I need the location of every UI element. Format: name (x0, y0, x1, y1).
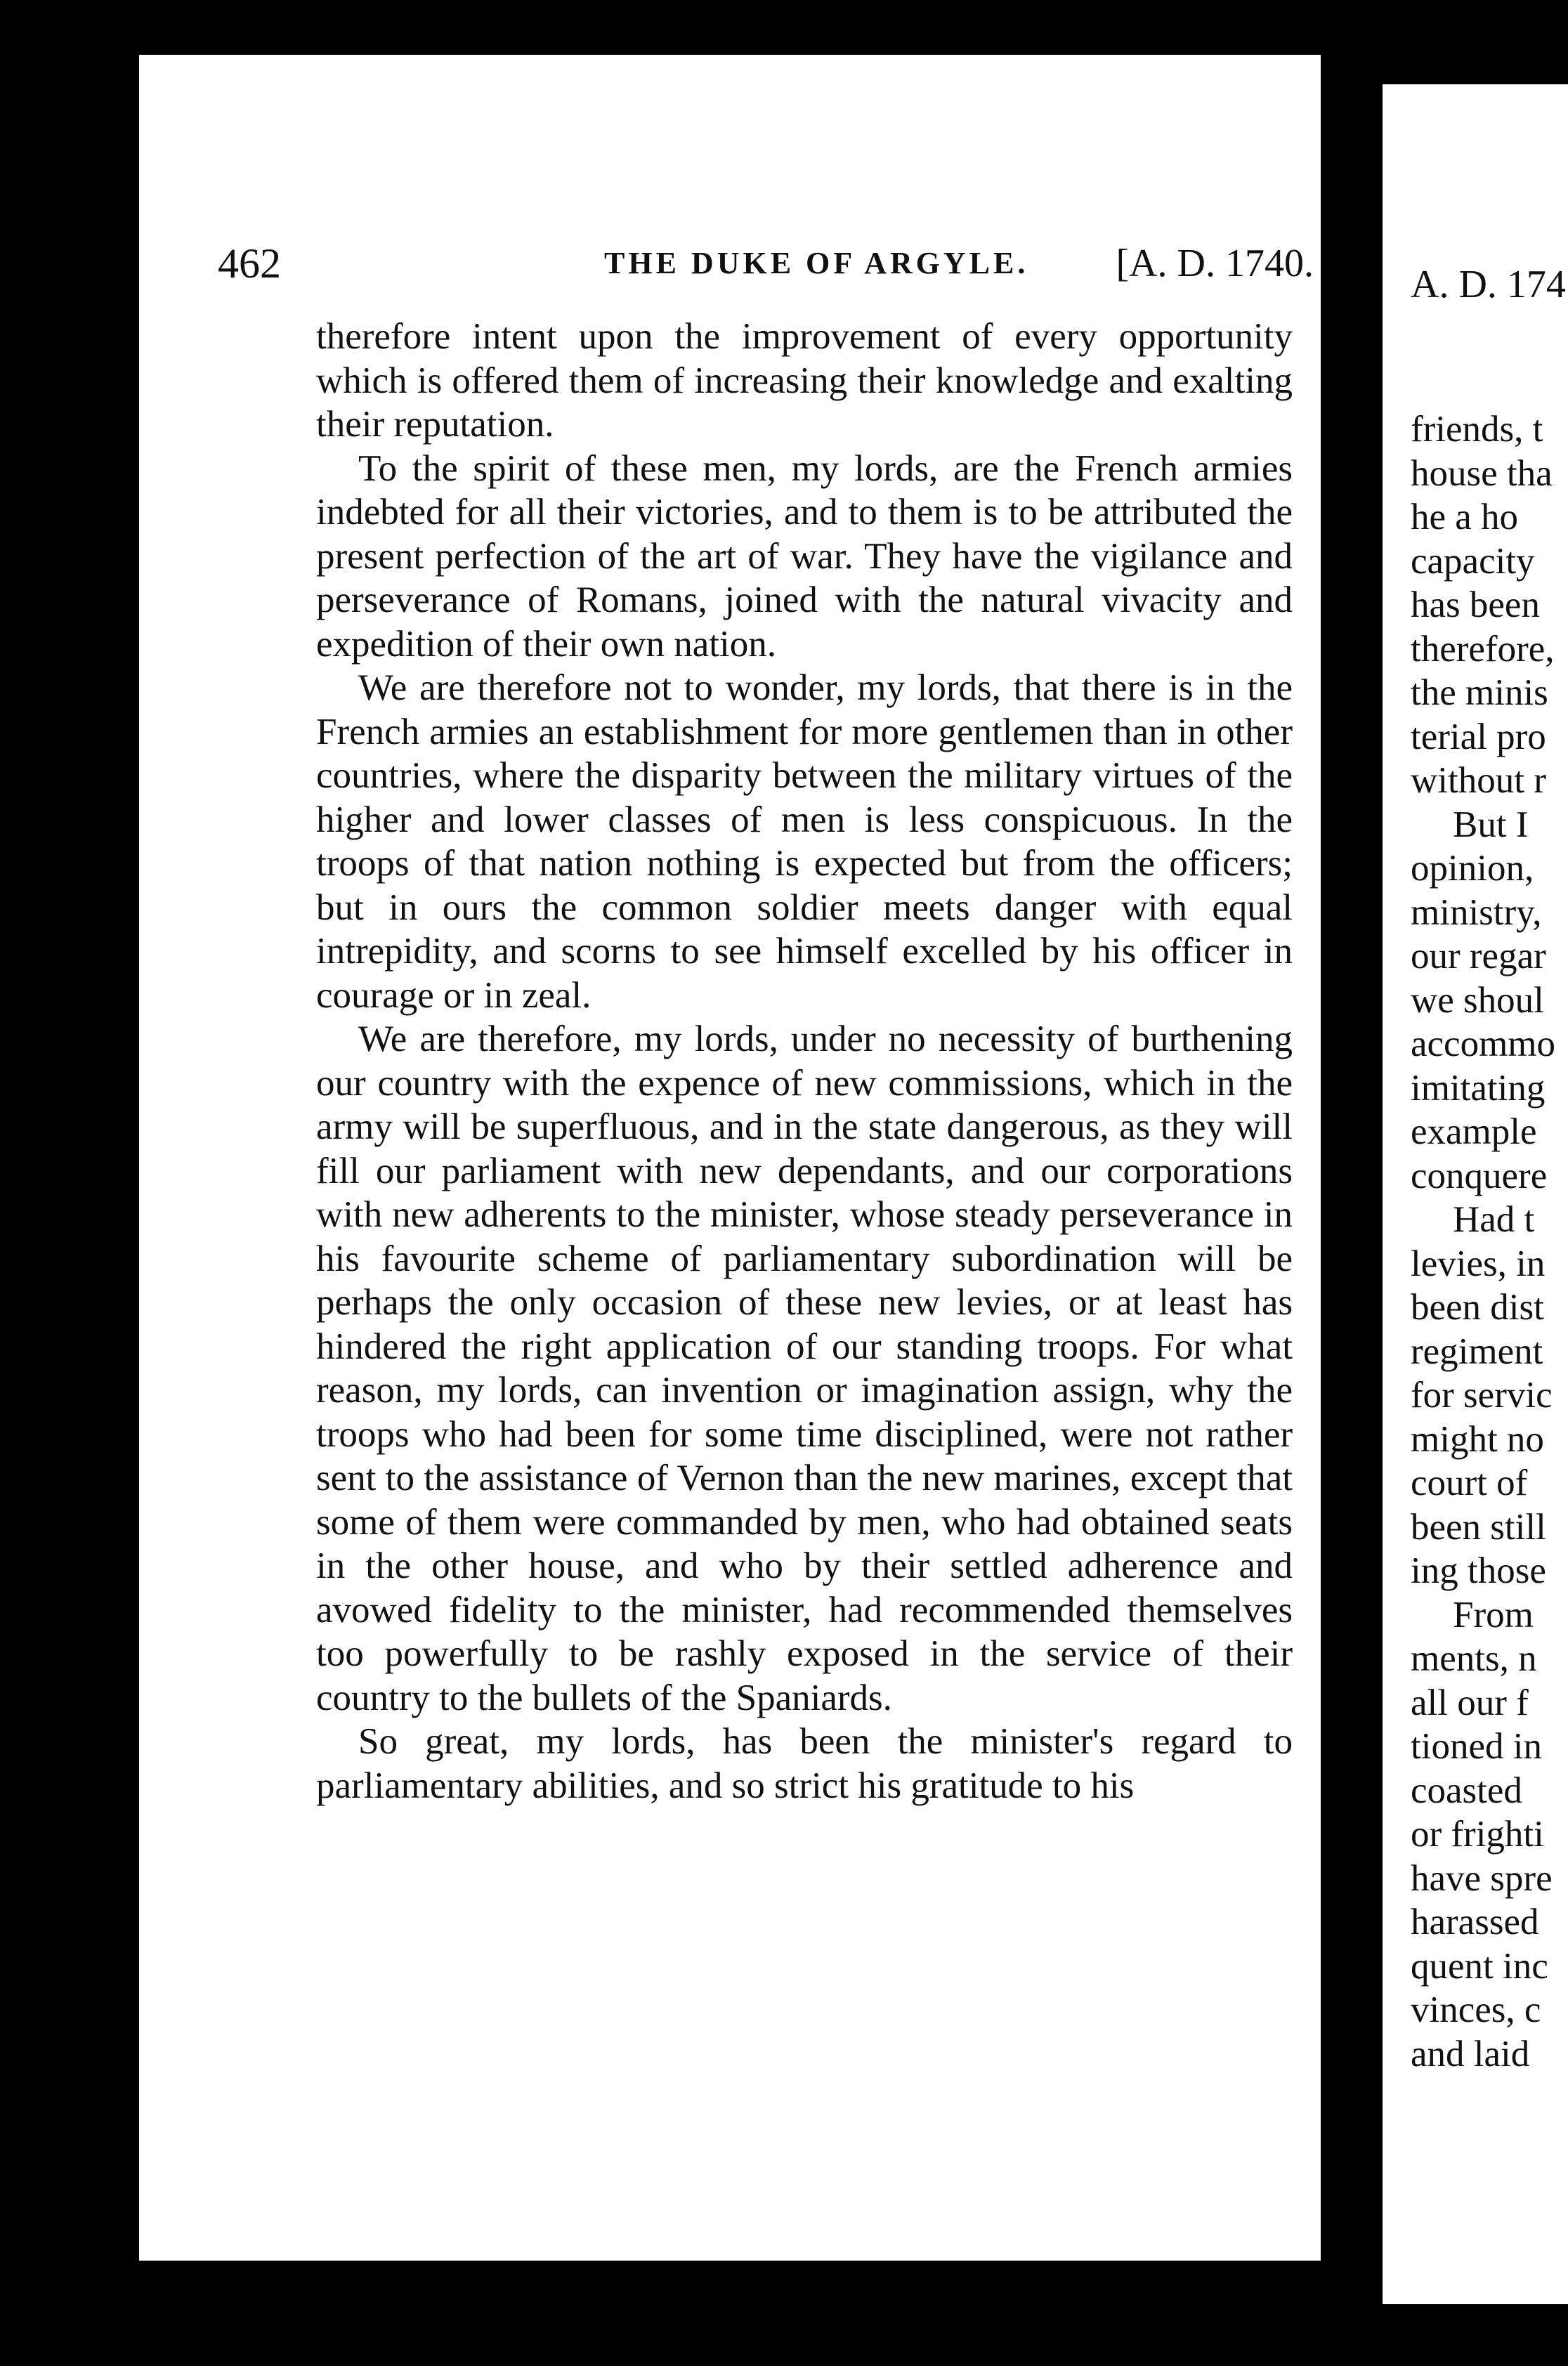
right-page-line: our regar (1411, 936, 1546, 976)
right-page-line: regiment (1411, 1331, 1543, 1372)
page-number: 462 (218, 240, 281, 287)
right-page-line: But I (1453, 804, 1529, 845)
right-page-line: the minis (1411, 672, 1548, 713)
right-page-line: he a ho (1411, 497, 1519, 537)
running-title: THE DUKE OF ARGYLE. (604, 246, 1029, 280)
running-date: [A. D. 1740. (1116, 242, 1314, 285)
right-page-line: ing those (1411, 1550, 1546, 1591)
right-page-line: opinion, (1411, 848, 1534, 889)
running-head (218, 232, 1314, 295)
right-page (1383, 84, 1568, 2304)
right-page-line: house tha (1411, 452, 1553, 494)
body-text (316, 315, 1293, 1808)
right-page-line: might no (1411, 1418, 1544, 1460)
right-page-line: has been (1411, 584, 1540, 625)
right-page-lines (1411, 407, 1555, 2076)
right-page-line: example (1411, 1111, 1537, 1152)
right-page-line: therefore, (1411, 628, 1555, 669)
right-page-line: been still (1411, 1506, 1546, 1548)
right-page-line: harassed (1411, 1902, 1539, 1942)
right-page-line: capacity (1411, 540, 1535, 582)
paragraph: So great, my lords, has been the minister's regard to parliamentary abilities, and so strict his gratitude to his (316, 1721, 1293, 1806)
right-running-head: A. D. 174 (1411, 263, 1566, 306)
right-page-line: friends, t (1411, 409, 1543, 450)
right-page-line: for servic (1411, 1375, 1553, 1416)
right-page-line: quent inc (1411, 1945, 1548, 1987)
right-page-line: have spre (1411, 1857, 1553, 1899)
right-page-line: court of (1411, 1463, 1528, 1503)
right-page-line: ministry, (1411, 891, 1542, 933)
right-page-line: Had t (1453, 1199, 1535, 1240)
right-page-line: vinces, c (1411, 1989, 1541, 2030)
right-page-line: ments, n (1411, 1638, 1537, 1679)
right-page-line: and laid (1411, 2033, 1530, 2074)
right-page-line: accommo (1411, 1024, 1556, 1064)
right-page-line: imitating (1411, 1067, 1546, 1109)
right-page-line: been dist (1411, 1287, 1544, 1328)
right-page-line: conquere (1411, 1155, 1548, 1196)
paragraph: We are therefore not to wonder, my lords, that there is in the French armies an establishment for more gentlemen than in other countries, where the disparity between the military virtues of the higher and lower classes of men is less conspicuous. In the troops of that nation nothing is expected but from the officers; but in ours the common soldier meets danger with equal intrepidity, and scorns to see himself excelled by his officer in courage or in zeal. (316, 667, 1293, 1016)
right-page-line: coasted (1411, 1770, 1522, 1811)
right-page-line: all our f (1411, 1682, 1529, 1723)
paragraph: We are therefore, my lords, under no necessity of burthening our country with the expence of new commissions, which in the army will be superfluous, and in the state dangerous, as they will fill our parliament with new dependants, and our corporations with new adherents to the minister, whose steady perseverance in his favourite scheme of parliamentary subordination will be perhaps the only occasion of these new levies, or at least has hindered the right application of our standing troops. For what reason, my lords, can invention or imagination assign, why the troops who had been for some time disciplined, were not rather sent to the assistance of Vernon than the new marines, except that some of them were commanded by men, who had obtained seats in the other house, and who by their settled adherence and avowed fidelity to the minister, had recommended themselves too powerfully to be rashly exposed in the service of their country to the bullets of the Spaniards. (316, 1019, 1293, 1718)
right-page-line: levies, in (1411, 1243, 1546, 1284)
right-page-line: we shoul (1411, 979, 1544, 1021)
right-page-line: without r (1411, 760, 1546, 801)
right-page-line: or frighti (1411, 1814, 1544, 1855)
paragraph: therefore intent upon the improvement of every opportunity which is offered them of increasing their knowledge and exalting their reputation. (316, 316, 1293, 445)
paragraph: To the spirit of these men, my lords, are the French armies indebted for all their victories, and to them is to be attributed the present perfection of the art of war. They have the vigilance and perseverance of Romans, joined with the natural vivacity and expedition of their own nation. (316, 447, 1293, 665)
right-page-line: terial pro (1411, 716, 1546, 757)
right-page-line: tioned in (1411, 1726, 1542, 1767)
right-page-line: From (1453, 1594, 1534, 1635)
